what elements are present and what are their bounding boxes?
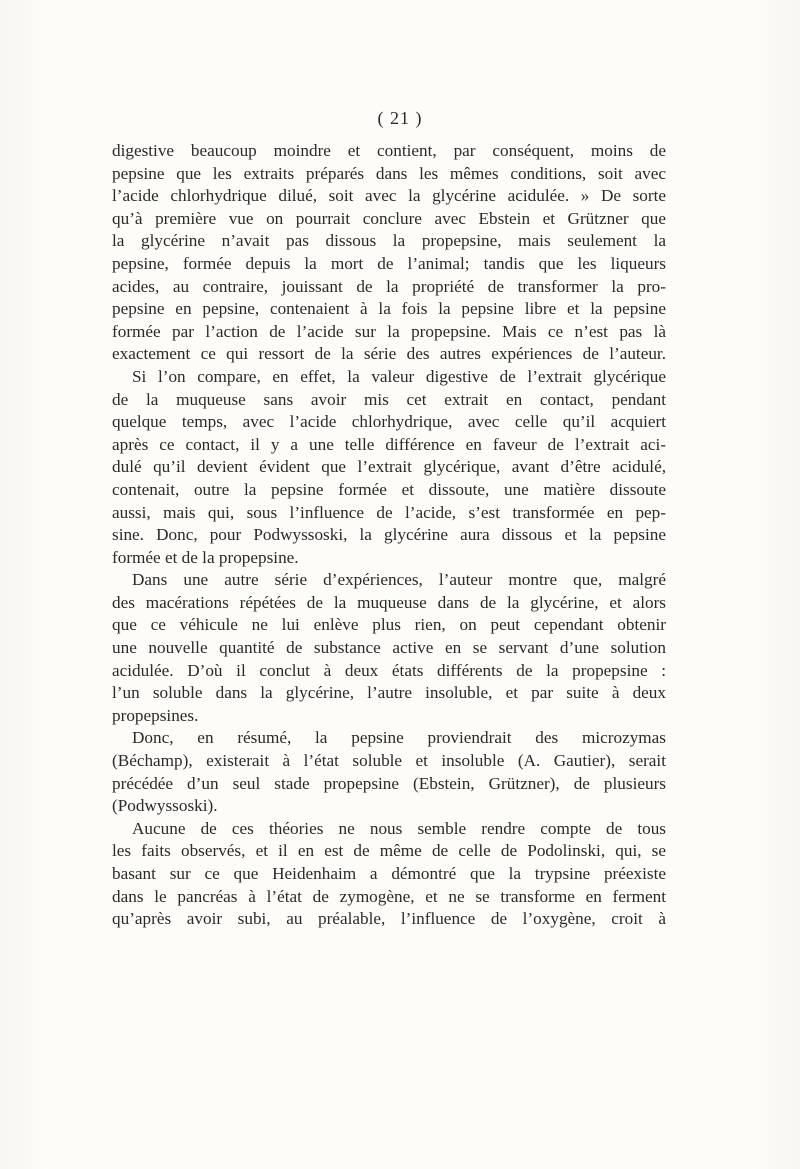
text-line: que ce véhicule ne lui enlève plus rien, on peut cependant obtenir bbox=[112, 615, 666, 635]
text-line: Donc, en résumé, la pepsine proviendrait des microzymas bbox=[132, 728, 666, 748]
text-line: des macérations répétées de la muqueuse dans de la glycérine, et alors bbox=[112, 592, 666, 612]
text-line: Aucune de ces théories ne nous semble rendre compte de tous bbox=[132, 818, 666, 838]
text-line: digestive beaucoup moindre et contient, par conséquent, moins de bbox=[112, 141, 666, 160]
text-line: qu’à première vue on pourrait conclure avec Ebstein et Grützner que bbox=[112, 208, 666, 228]
text-line: propepsines. bbox=[112, 705, 199, 725]
text-line: formée et de la propepsine. bbox=[112, 547, 299, 567]
text-line: acides, au contraire, jouissant de la propriété de transformer la pro- bbox=[112, 276, 666, 296]
page-number: ( 21 ) bbox=[377, 108, 423, 128]
text-line: acidulée. D’où il conclut à deux états différents de la propepsine : bbox=[112, 660, 666, 680]
text-line: l’un soluble dans la glycérine, l’autre insoluble, et par suite à deux bbox=[112, 683, 666, 703]
text-line: pepsine que les extraits préparés dans les mêmes conditions, soit avec bbox=[112, 163, 666, 183]
text-line: la glycérine n’avait pas dissous la propepsine, mais seulement la bbox=[112, 231, 666, 251]
text-line: (Béchamp), existerait à l’état soluble et insoluble (A. Gautier), serait bbox=[112, 751, 666, 771]
text-line: qu’après avoir subi, au préalable, l’influence de l’oxygène, croit à bbox=[112, 909, 666, 929]
text-line: contenait, outre la pepsine formée et dissoute, une matière dissoute bbox=[112, 479, 666, 499]
text-line: aussi, mais qui, sous l’influence de l’acide, s’est transformée en pep- bbox=[112, 502, 666, 522]
text-line: (Podwyssoski). bbox=[112, 796, 218, 816]
text-line: précédée d’un seul stade propepsine (Ebstein, Grützner), de plusieurs bbox=[112, 773, 666, 793]
text-line: dans le pancréas à l’état de zymogène, et ne se transforme en ferment bbox=[112, 886, 666, 906]
text-line: exactement ce qui ressort de la série des autres expériences de l’auteur. bbox=[112, 344, 666, 364]
text-line: formée par l’action de l’acide sur la propepsine. Mais ce n’est pas là bbox=[112, 321, 666, 341]
text-line: pepsine, formée depuis la mort de l’animal; tandis que les liqueurs bbox=[112, 253, 666, 273]
text-line: basant sur ce que Heidenhaim a démontré que la trypsine préexiste bbox=[112, 864, 666, 883]
text-line: les faits observés, et il en est de même de celle de Podolinski, qui, se bbox=[112, 841, 666, 861]
text-line: de la muqueuse sans avoir mis cet extrait en contact, pendant bbox=[112, 389, 666, 409]
body-text bbox=[112, 140, 666, 931]
text-line: pepsine en pepsine, contenaient à la fois la pepsine libre et la pepsine bbox=[112, 299, 666, 319]
text-line: dulé qu’il devient évident que l’extrait glycérique, avant d’être acidulé, bbox=[112, 457, 666, 477]
text-line: l’acide chlorhydrique dilué, soit avec la glycérine acidulée. » De sorte bbox=[112, 186, 666, 206]
text-line: Si l’on compare, en effet, la valeur digestive de l’extrait glycérique bbox=[132, 366, 666, 386]
text-line: quelque temps, avec l’acide chlorhydrique, avec celle qu’il acquiert bbox=[112, 412, 666, 432]
text-line: une nouvelle quantité de substance active en se servant d’une solution bbox=[112, 638, 666, 658]
text-line: sine. Donc, pour Podwyssoski, la glycérine aura dissous et la pepsine bbox=[112, 525, 666, 545]
text-line: Dans une autre série d’expériences, l’auteur montre que, malgré bbox=[132, 570, 666, 590]
text-line: après ce contact, il y a une telle différence en faveur de l’extrait aci- bbox=[112, 434, 666, 454]
